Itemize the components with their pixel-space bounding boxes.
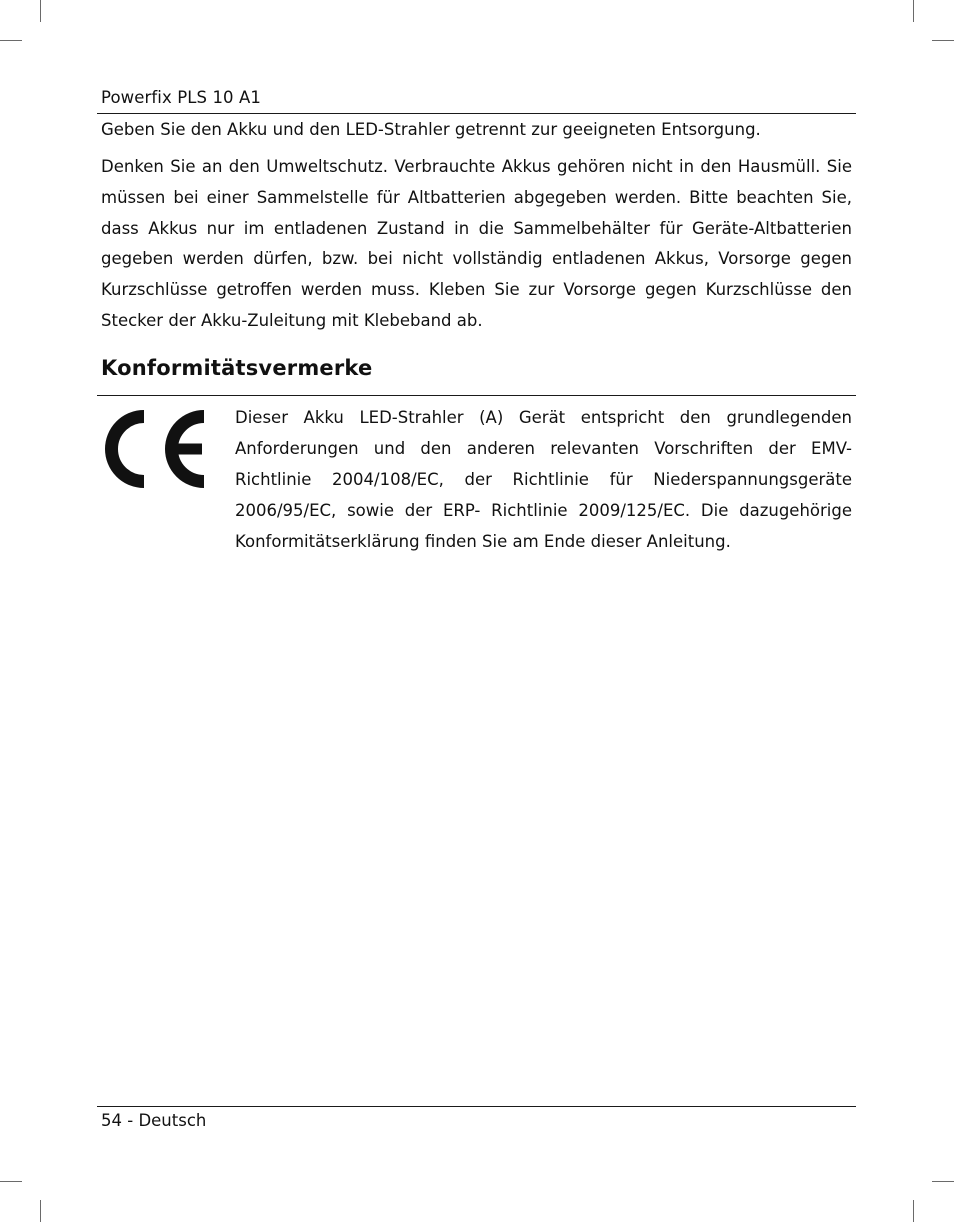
environment-paragraph: Denken Sie an den Umweltschutz. Verbrauchte Akkus gehören nicht in den Hausmüll. Sie müssen bei einer Sammelstelle für Altbatterien abgegeben werden. Bitte beachten Sie, dass Akkus nur im entladenen Zustand in die Sammelbehälter für Geräte-Altbatterien gegeben werden dürfen, bzw. bei nicht vollständig entladenen Akkus, Vorsorge gegen Kurzschlüsse getroffen werden muss. Kleben Sie zur Vorsorge gegen Kurzschlüsse den Stecker der Akku-Zuleitung mit Klebeband ab.	[101, 157, 852, 330]
crop-mark-top-left-horizontal	[0, 40, 22, 41]
footer-rule	[97, 1106, 856, 1107]
section-rule	[97, 395, 856, 396]
document-header-title: Powerfix PLS 10 A1	[101, 88, 261, 107]
page-number-label: 54 - Deutsch	[101, 1111, 207, 1130]
crop-mark-top-right-vertical	[913, 0, 914, 22]
crop-mark-top-right-horizontal	[932, 40, 954, 41]
ce-mark-icon	[100, 410, 210, 488]
disposal-paragraph: Geben Sie den Akku und den LED-Strahler getrennt zur geeigneten Entsorgung.	[101, 120, 761, 139]
crop-mark-bottom-left-horizontal	[0, 1181, 22, 1182]
conformity-paragraph: Dieser Akku LED-Strahler (A) Gerät entspricht den grundlegenden Anforderungen und den anderen relevanten Vorschriften der EMV-Richtlinie 2004/108/EC, der Richtlinie für Niederspannungsgeräte 2006/95/EC, sowie der ERP- Richtlinie 2009/125/EC. Die dazugehörige Konformitätserklärung finden Sie am Ende dieser Anleitung.	[235, 408, 852, 551]
crop-mark-top-left-vertical	[40, 0, 41, 22]
crop-mark-bottom-right-vertical	[913, 1200, 914, 1222]
crop-mark-bottom-left-vertical	[40, 1200, 41, 1222]
section-heading: Konformitätsvermerke	[101, 356, 373, 380]
crop-mark-bottom-right-horizontal	[932, 1181, 954, 1182]
